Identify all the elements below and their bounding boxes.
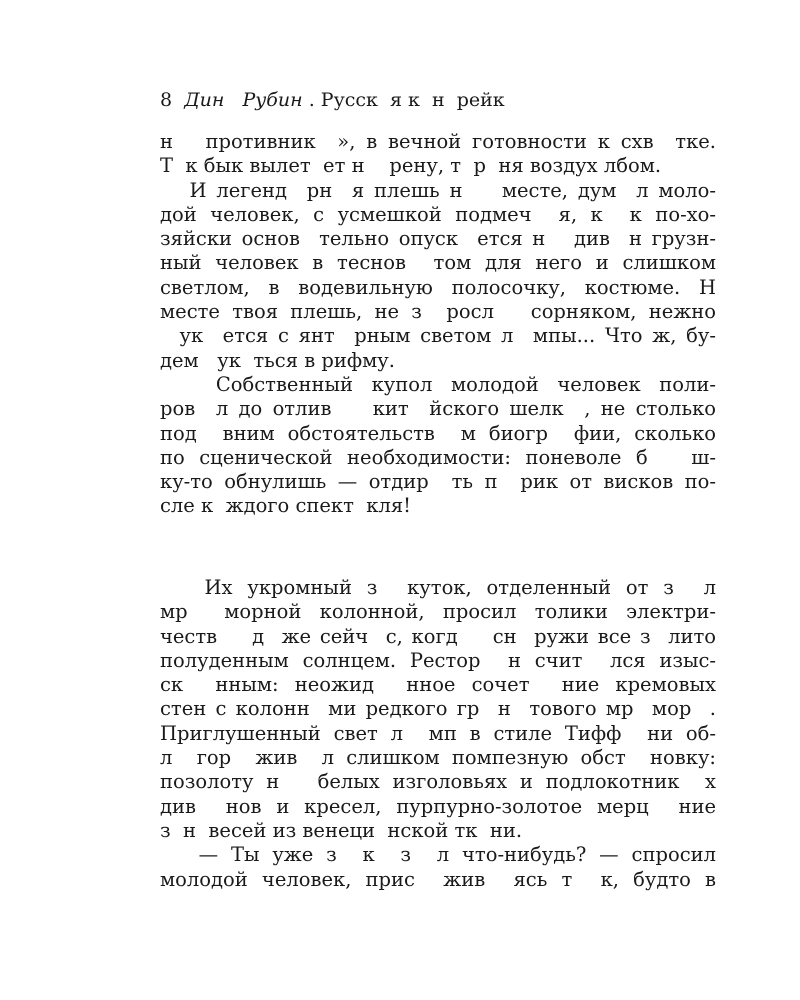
text-line: светлом, в водевильную полосочку, костюме. Н [160, 275, 716, 299]
text-line: честв д же сейч с, когд сн ружи все з лито [160, 624, 716, 648]
text-line: молодой человек, прис жив ясь т к, будто в [160, 867, 716, 891]
running-head-author: Дин Рубин [184, 89, 303, 111]
text-line: див нов и кресел, пурпурно-золотое мерц ние [160, 794, 716, 818]
text-line: ный человек в теснов том для него и слишком [160, 251, 716, 275]
text-line: Т к бык вылет ет н рену, т р ня воздух лбом. [160, 154, 662, 178]
text-line: ку-то обнулишь — отдир ть п рик от висков по- [160, 470, 716, 494]
text-line: стен с колонн ми редкого гр н тового мр мор . [160, 697, 716, 721]
text-line: И легенд рн я плешь н месте, дум л моло- [160, 178, 716, 202]
text-section-2 [160, 576, 716, 892]
text-line: з н весей из венеци нской тк ни. [160, 818, 523, 842]
text-line: дой человек, с усмешкой подмеч я, к к по-хо- [160, 202, 716, 226]
text-line: по сценической необходимости: поневоле б ш- [160, 445, 716, 469]
running-head-title: . Русск я к н рейк [308, 89, 505, 111]
text-line: месте твоя плешь, не з росл сорняком, нежно [160, 300, 716, 324]
page-number: 8 [160, 89, 173, 111]
text-line: ук ется с янт рным светом л мпы... Что ж, бу- [160, 324, 716, 348]
text-line: мр морной колонной, просил толики электри- [160, 600, 716, 624]
text-line: л гор жив л слишком помпезную обст новку: [160, 746, 716, 770]
text-line: дем ук ться в рифму. [160, 348, 395, 372]
text-line: н противник », в вечной готовности к схв тке. [160, 130, 716, 153]
text-line: под вним обстоятельств м биогр фии, сколько [160, 421, 716, 445]
text-section-1 [160, 130, 716, 519]
text-line: ск нным: неожид нное сочет ние кремовых [160, 673, 716, 697]
text-line: — Ты уже з к з л что-нибудь? — спросил [160, 843, 716, 867]
text-line: позолоту н белых изголовьях и подлокотник х [160, 770, 716, 794]
text-line: сле к ждого спект кля! [160, 494, 412, 518]
text-line: ров л до отлив кит йского шелк , не столько [160, 397, 716, 421]
running-head [160, 88, 720, 112]
text-line: зяйски основ тельно опуск ется н див н грузн- [160, 227, 716, 251]
text-line: Собственный купол молодой человек поли- [160, 372, 716, 396]
text-line: Их укромный з куток, отделенный от з л [160, 576, 716, 599]
text-line: полуденным солнцем. Рестор н счит лся изыс- [160, 648, 716, 672]
text-line: Приглушенный свет л мп в стиле Тифф ни об- [160, 721, 716, 745]
